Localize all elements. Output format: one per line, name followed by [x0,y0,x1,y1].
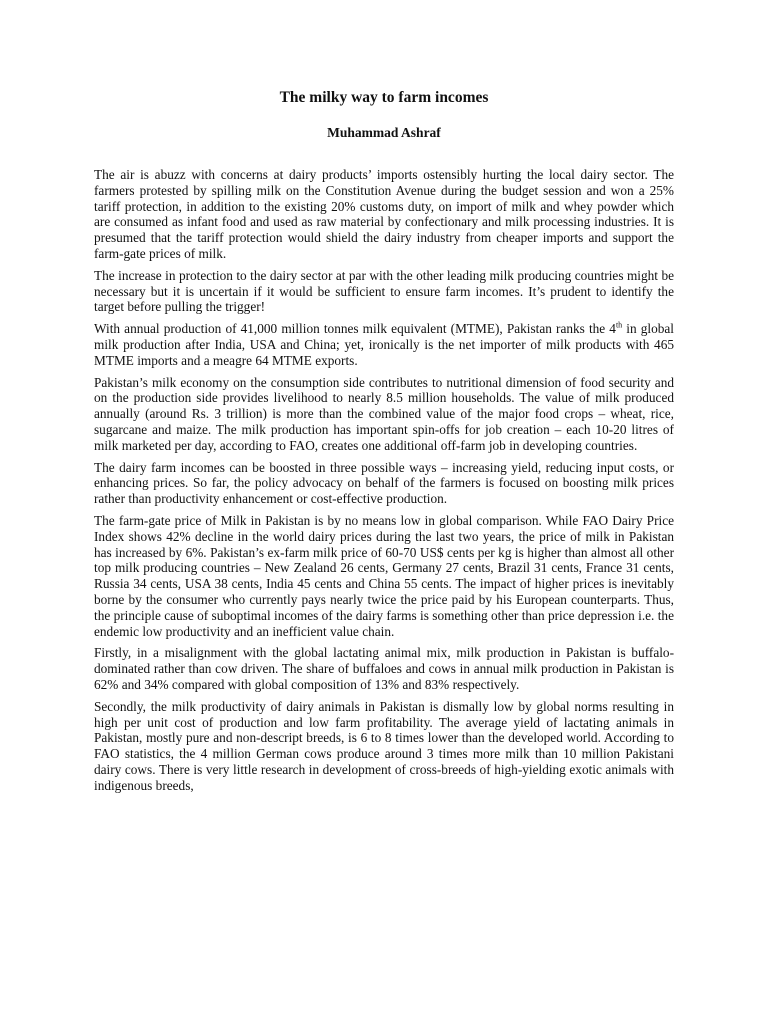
paragraph-4: Pakistan’s milk economy on the consumption side contributes to nutritional dimension of food security and on the production side provides livelihood to nearly 8.5 million households. The value of milk produced annually (around Rs. 3 trillion) is more than the combined value of the major food crops – wheat, rice, sugarcane and maize. The milk production has important spin-offs for job creation – each 10-20 litres of milk marketed per day, according to FAO, creates one additional off-farm job in developing countries. [94,374,674,453]
paragraph-1: The air is abuzz with concerns at dairy products’ imports ostensibly hurting the local dairy sector. The farmers protested by spilling milk on the Constitution Avenue during the budget session and won a 25% tariff protection, in addition to the existing 20% customs duty, on import of milk and whey powder which are consumed as infant food and used as raw material by confectionary and milk processing industries. It is presumed that the tariff protection would shield the dairy industry from cheaper imports and support the farm-gate prices of milk. [94,167,674,261]
article-title: The milky way to farm incomes [279,89,489,106]
paragraph-3-text-end: in global milk production after India, USA and China; yet, ironically is the net importer of milk products with 465 MTME imports and a meagre 64 MTME exports. [94,321,674,368]
paragraph-5: The dairy farm incomes can be boosted in three possible ways – increasing yield, reducing input costs, or enhancing prices. So far, the policy advocacy on behalf of the farmers is focused on boosting milk prices rather than productivity enhancement or cost-effective production. [94,459,674,507]
paragraph-3-text-start: With annual production of 41,000 million tonnes milk equivalent (MTME), Pakistan ranks the 4 [94,321,616,337]
paragraph-2: The increase in protection to the dairy sector at par with the other leading milk producing countries might be necessary but it is uncertain if it would be sufficient to ensure farm incomes. It’s prudent to identify the target before pulling the trigger! [94,267,674,315]
ordinal-superscript: th [615,320,623,330]
paragraph-8: Secondly, the milk productivity of dairy animals in Pakistan is dismally low by global norms resulting in high per unit cost of production and low farm profitability. The average yield of lactating animals in Pakistan, mostly pure and non-descript breeds, is 6 to 8 times lower than the developed world. According to FAO statistics, the 4 million German cows produce around 3 times more milk than 10 million Pakistani dairy cows. There is very little research in development of cross-breeds of high-yielding exotic animals with indigenous breeds, [94,698,674,793]
paragraph-6: The farm-gate price of Milk in Pakistan is by no means low in global comparison. While FAO Dairy Price Index shows 42% decline in the world dairy prices during the last two years, the price of milk in Pakistan has increased by 6%. Pakistan’s ex-farm milk price of 60-70 US$ cents per kg is higher than almost all other top milk producing countries – New Zealand 26 cents, Germany 27 cents, Brazil 31 cents, France 31 cents, Russia 34 cents, USA 38 cents, India 45 cents and China 55 cents. The impact of higher prices is inevitably borne by the consumer who currently pays nearly twice the price paid by his European counterparts. Thus, the principle cause of suboptimal incomes of the dairy farms is something other than price depression i.e. the endemic low productivity and an inefficient value chain. [94,512,674,639]
paragraph-7: Firstly, in a misalignment with the global lactating animal mix, milk production in Pakistan is buffalo-dominated rather than cow driven. The share of buffaloes and cows in annual milk production in Pakistan is 62% and 34% compared with global composition of 13% and 83% respectively. [94,645,674,692]
paragraph-3 [94,321,674,368]
article-author: Muhammad Ashraf [327,125,441,140]
article-body [94,167,674,799]
